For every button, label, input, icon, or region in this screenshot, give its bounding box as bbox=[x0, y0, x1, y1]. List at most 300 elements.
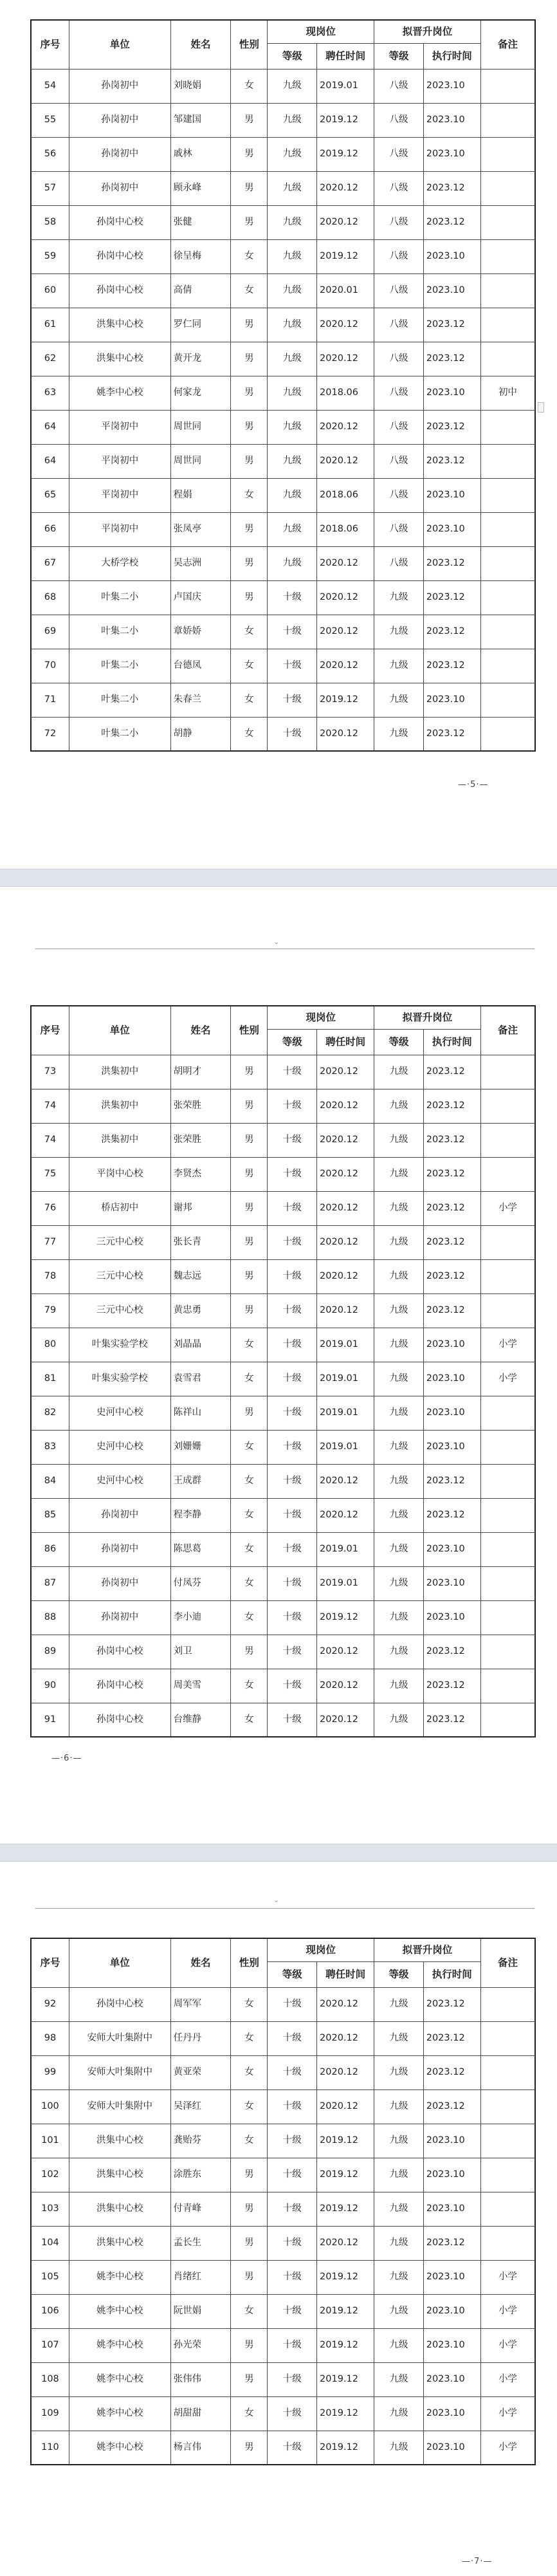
cell-hire-time: 2019.01 bbox=[317, 1532, 374, 1566]
cell-gender: 男 bbox=[231, 1259, 268, 1293]
cell-proposed-level: 九级 bbox=[374, 1566, 424, 1600]
cell-seq: 92 bbox=[31, 1987, 69, 2021]
cell-current-level: 十级 bbox=[268, 1600, 317, 1635]
cell-gender: 男 bbox=[231, 2431, 268, 2465]
table-row bbox=[31, 2192, 535, 2226]
cell-current-level: 十级 bbox=[268, 1464, 317, 1498]
cell-current-level: 十级 bbox=[268, 1703, 317, 1737]
staff-table-page-2 bbox=[30, 1005, 536, 1737]
cell-seq: 87 bbox=[31, 1566, 69, 1600]
cell-exec-time: 2023.10 bbox=[423, 2431, 480, 2465]
cell-unit: 叶集二小 bbox=[69, 615, 170, 649]
table-row bbox=[31, 1703, 535, 1737]
cell-exec-time: 2023.12 bbox=[423, 2055, 480, 2090]
cell-name: 谢邦 bbox=[170, 1191, 231, 1225]
cell-note bbox=[480, 1532, 535, 1566]
cell-gender: 男 bbox=[231, 2362, 268, 2396]
cell-gender: 女 bbox=[231, 2294, 268, 2328]
table-header-row bbox=[31, 1006, 535, 1029]
cell-hire-time: 2020.12 bbox=[317, 546, 374, 580]
side-scroll-handle[interactable] bbox=[538, 402, 544, 412]
cell-gender: 男 bbox=[231, 342, 268, 376]
table-header-row bbox=[31, 1938, 535, 1961]
cell-seq: 84 bbox=[31, 1464, 69, 1498]
cell-exec-time: 2023.10 bbox=[423, 2294, 480, 2328]
cell-note bbox=[480, 137, 535, 171]
cell-unit: 平岗中心校 bbox=[69, 1157, 170, 1191]
cell-unit: 洪集初中 bbox=[69, 1055, 170, 1089]
cell-current-level: 十级 bbox=[268, 649, 317, 683]
cell-exec-time: 2023.10 bbox=[423, 1396, 480, 1430]
cell-note bbox=[480, 273, 535, 308]
cell-exec-time: 2023.12 bbox=[423, 717, 480, 751]
cell-hire-time: 2019.01 bbox=[317, 1430, 374, 1464]
cell-gender: 女 bbox=[231, 2021, 268, 2055]
header-gender: 性别 bbox=[231, 20, 268, 69]
cell-exec-time: 2023.12 bbox=[423, 1123, 480, 1157]
cell-note bbox=[480, 1259, 535, 1293]
cell-unit: 叶集实验学校 bbox=[69, 1362, 170, 1396]
cell-name: 孟长生 bbox=[170, 2226, 231, 2260]
cell-exec-time: 2023.10 bbox=[423, 2124, 480, 2158]
cell-name: 罗仁同 bbox=[170, 308, 231, 342]
cell-note bbox=[480, 1225, 535, 1259]
cell-proposed-level: 九级 bbox=[374, 2226, 424, 2260]
header-current-post: 现岗位 bbox=[268, 1938, 374, 1961]
cell-seq: 76 bbox=[31, 1191, 69, 1225]
cell-unit: 姚李中心校 bbox=[69, 2294, 170, 2328]
cell-gender: 男 bbox=[231, 580, 268, 615]
table-row bbox=[31, 1532, 535, 1566]
cell-unit: 孙岗初中 bbox=[69, 1498, 170, 1532]
header-name: 姓名 bbox=[170, 1006, 231, 1055]
cell-gender: 女 bbox=[231, 1566, 268, 1600]
cell-seq: 54 bbox=[31, 69, 69, 103]
cell-current-level: 十级 bbox=[268, 1259, 317, 1293]
table-row bbox=[31, 1600, 535, 1635]
table-row bbox=[31, 2396, 535, 2431]
table-row bbox=[31, 2328, 535, 2362]
cell-current-level: 九级 bbox=[268, 205, 317, 239]
cell-note bbox=[480, 2192, 535, 2226]
cell-note: 小学 bbox=[480, 2396, 535, 2431]
cell-seq: 88 bbox=[31, 1600, 69, 1635]
cell-gender: 男 bbox=[231, 444, 268, 478]
cell-gender: 女 bbox=[231, 1703, 268, 1737]
header-current-level: 等级 bbox=[268, 43, 317, 69]
cell-current-level: 十级 bbox=[268, 1532, 317, 1566]
cell-proposed-level: 九级 bbox=[374, 2396, 424, 2431]
cell-exec-time: 2023.12 bbox=[423, 1498, 480, 1532]
cell-hire-time: 2020.12 bbox=[317, 1635, 374, 1669]
cell-proposed-level: 九级 bbox=[374, 2192, 424, 2226]
cell-unit: 安师大叶集附中 bbox=[69, 2055, 170, 2090]
header-gender: 性别 bbox=[231, 1938, 268, 1987]
cell-name: 徐呈梅 bbox=[170, 239, 231, 273]
header-exec-time: 执行时间 bbox=[423, 1961, 480, 1987]
cell-current-level: 九级 bbox=[268, 69, 317, 103]
cell-gender: 女 bbox=[231, 1600, 268, 1635]
cell-proposed-level: 九级 bbox=[374, 2090, 424, 2124]
cell-gender: 男 bbox=[231, 308, 268, 342]
cell-proposed-level: 九级 bbox=[374, 1600, 424, 1635]
cell-gender: 男 bbox=[231, 2260, 268, 2294]
cell-exec-time: 2023.10 bbox=[423, 2158, 480, 2192]
cell-gender: 男 bbox=[231, 171, 268, 205]
cell-exec-time: 2023.12 bbox=[423, 580, 480, 615]
cell-proposed-level: 八级 bbox=[374, 444, 424, 478]
cell-proposed-level: 八级 bbox=[374, 205, 424, 239]
table-row bbox=[31, 69, 535, 103]
cell-current-level: 九级 bbox=[268, 239, 317, 273]
header-proposed-post: 拟晋升岗位 bbox=[374, 1006, 481, 1029]
cell-proposed-level: 九级 bbox=[374, 1089, 424, 1123]
cell-hire-time: 2020.12 bbox=[317, 2055, 374, 2090]
cell-exec-time: 2023.10 bbox=[423, 1566, 480, 1600]
cell-hire-time: 2020.12 bbox=[317, 444, 374, 478]
cell-proposed-level: 八级 bbox=[374, 171, 424, 205]
cell-hire-time: 2020.01 bbox=[317, 273, 374, 308]
cell-note bbox=[480, 103, 535, 137]
cell-proposed-level: 八级 bbox=[374, 69, 424, 103]
cell-seq: 80 bbox=[31, 1328, 69, 1362]
cell-name: 程娟 bbox=[170, 478, 231, 512]
cell-exec-time: 2023.12 bbox=[423, 410, 480, 444]
cell-seq: 86 bbox=[31, 1532, 69, 1566]
cell-unit: 孙岗中心校 bbox=[69, 1635, 170, 1669]
cell-seq: 109 bbox=[31, 2396, 69, 2431]
cell-seq: 103 bbox=[31, 2192, 69, 2226]
cell-current-level: 十级 bbox=[268, 2192, 317, 2226]
table-row bbox=[31, 1362, 535, 1396]
table-row bbox=[31, 1089, 535, 1123]
cell-exec-time: 2023.12 bbox=[423, 1635, 480, 1669]
cell-note bbox=[480, 2055, 535, 2090]
cell-exec-time: 2023.10 bbox=[423, 512, 480, 546]
cell-proposed-level: 九级 bbox=[374, 2294, 424, 2328]
cell-gender: 女 bbox=[231, 2090, 268, 2124]
cell-unit: 孙岗中心校 bbox=[69, 205, 170, 239]
cell-unit: 孙岗中心校 bbox=[69, 1703, 170, 1737]
cell-name: 李小迪 bbox=[170, 1600, 231, 1635]
cell-gender: 男 bbox=[231, 1157, 268, 1191]
cell-current-level: 九级 bbox=[268, 444, 317, 478]
table-row bbox=[31, 1635, 535, 1669]
cell-name: 章娇娇 bbox=[170, 615, 231, 649]
cell-name: 陈思葛 bbox=[170, 1532, 231, 1566]
cell-note bbox=[480, 512, 535, 546]
cell-gender: 女 bbox=[231, 615, 268, 649]
cell-gender: 女 bbox=[231, 69, 268, 103]
cell-hire-time: 2018.06 bbox=[317, 512, 374, 546]
cell-current-level: 十级 bbox=[268, 1566, 317, 1600]
cell-exec-time: 2023.10 bbox=[423, 1430, 480, 1464]
cell-exec-time: 2023.12 bbox=[423, 2090, 480, 2124]
cell-hire-time: 2020.12 bbox=[317, 1703, 374, 1737]
cell-proposed-level: 九级 bbox=[374, 1293, 424, 1328]
cell-exec-time: 2023.12 bbox=[423, 1259, 480, 1293]
cell-seq: 69 bbox=[31, 615, 69, 649]
cell-name: 周世同 bbox=[170, 410, 231, 444]
cell-exec-time: 2023.10 bbox=[423, 478, 480, 512]
cell-name: 朱春兰 bbox=[170, 683, 231, 717]
cell-hire-time: 2020.12 bbox=[317, 2090, 374, 2124]
header-unit: 单位 bbox=[69, 20, 170, 69]
cell-name: 顾永峰 bbox=[170, 171, 231, 205]
cell-exec-time: 2023.12 bbox=[423, 2021, 480, 2055]
cell-proposed-level: 八级 bbox=[374, 478, 424, 512]
cell-note bbox=[480, 1396, 535, 1430]
header-rule bbox=[35, 1908, 534, 1909]
cell-hire-time: 2020.12 bbox=[317, 1669, 374, 1703]
cell-hire-time: 2020.12 bbox=[317, 649, 374, 683]
cell-name: 涂胜东 bbox=[170, 2158, 231, 2192]
page-gap bbox=[0, 869, 557, 887]
cell-exec-time: 2023.10 bbox=[423, 69, 480, 103]
cell-hire-time: 2020.12 bbox=[317, 1123, 374, 1157]
cell-hire-time: 2019.12 bbox=[317, 2431, 374, 2465]
cell-gender: 男 bbox=[231, 1635, 268, 1669]
cell-name: 杨言伟 bbox=[170, 2431, 231, 2465]
cell-note bbox=[480, 1669, 535, 1703]
cell-proposed-level: 九级 bbox=[374, 1328, 424, 1362]
cell-unit: 孙岗中心校 bbox=[69, 1669, 170, 1703]
page-gap bbox=[0, 1844, 557, 1862]
cell-exec-time: 2023.10 bbox=[423, 273, 480, 308]
cell-name: 胡明才 bbox=[170, 1055, 231, 1089]
cell-gender: 男 bbox=[231, 410, 268, 444]
cell-gender: 女 bbox=[231, 1669, 268, 1703]
cell-exec-time: 2023.10 bbox=[423, 239, 480, 273]
cell-proposed-level: 九级 bbox=[374, 2431, 424, 2465]
cell-name: 吴泽红 bbox=[170, 2090, 231, 2124]
cell-seq: 78 bbox=[31, 1259, 69, 1293]
cell-hire-time: 2020.12 bbox=[317, 1225, 374, 1259]
table-row bbox=[31, 1566, 535, 1600]
cell-exec-time: 2023.10 bbox=[423, 2328, 480, 2362]
cell-gender: 男 bbox=[231, 1293, 268, 1328]
cell-seq: 90 bbox=[31, 1669, 69, 1703]
cell-exec-time: 2023.12 bbox=[423, 1157, 480, 1191]
cell-seq: 79 bbox=[31, 1293, 69, 1328]
cell-name: 魏志远 bbox=[170, 1259, 231, 1293]
cell-gender: 女 bbox=[231, 2396, 268, 2431]
cell-exec-time: 2023.10 bbox=[423, 2192, 480, 2226]
cell-note: 小学 bbox=[480, 2362, 535, 2396]
cell-name: 孙光荣 bbox=[170, 2328, 231, 2362]
cell-unit: 平岗初中 bbox=[69, 478, 170, 512]
cell-unit: 叶集二小 bbox=[69, 580, 170, 615]
cell-hire-time: 2020.12 bbox=[317, 615, 374, 649]
document-page-1 bbox=[0, 0, 557, 869]
cell-hire-time: 2020.12 bbox=[317, 410, 374, 444]
cell-current-level: 九级 bbox=[268, 478, 317, 512]
cell-note: 小学 bbox=[480, 1328, 535, 1362]
cell-note bbox=[480, 1464, 535, 1498]
cell-unit: 孙岗初中 bbox=[69, 103, 170, 137]
cell-current-level: 九级 bbox=[268, 376, 317, 410]
cell-gender: 女 bbox=[231, 1464, 268, 1498]
cell-exec-time: 2023.12 bbox=[423, 546, 480, 580]
table-row bbox=[31, 308, 535, 342]
cell-seq: 56 bbox=[31, 137, 69, 171]
cell-exec-time: 2023.12 bbox=[423, 1464, 480, 1498]
cell-gender: 男 bbox=[231, 1396, 268, 1430]
cell-gender: 男 bbox=[231, 205, 268, 239]
cell-name: 邹建国 bbox=[170, 103, 231, 137]
cell-unit: 洪集中心校 bbox=[69, 2192, 170, 2226]
cell-seq: 110 bbox=[31, 2431, 69, 2465]
header-name: 姓名 bbox=[170, 20, 231, 69]
cell-unit: 孙岗初中 bbox=[69, 1566, 170, 1600]
cell-proposed-level: 九级 bbox=[374, 2260, 424, 2294]
cell-proposed-level: 九级 bbox=[374, 1396, 424, 1430]
header-exec-time: 执行时间 bbox=[423, 43, 480, 69]
cell-hire-time: 2020.12 bbox=[317, 580, 374, 615]
cell-proposed-level: 九级 bbox=[374, 649, 424, 683]
cell-name: 张荣胜 bbox=[170, 1123, 231, 1157]
cell-name: 胡静 bbox=[170, 717, 231, 751]
cell-seq: 73 bbox=[31, 1055, 69, 1089]
cell-name: 吴志洲 bbox=[170, 546, 231, 580]
table-row bbox=[31, 1498, 535, 1532]
table-row bbox=[31, 2158, 535, 2192]
cell-exec-time: 2023.10 bbox=[423, 137, 480, 171]
cell-seq: 63 bbox=[31, 376, 69, 410]
cell-name: 戚林 bbox=[170, 137, 231, 171]
cell-gender: 男 bbox=[231, 512, 268, 546]
cell-seq: 75 bbox=[31, 1157, 69, 1191]
cell-exec-time: 2023.10 bbox=[423, 683, 480, 717]
cell-name: 黄亚荣 bbox=[170, 2055, 231, 2090]
table-row bbox=[31, 2294, 535, 2328]
cell-hire-time: 2020.12 bbox=[317, 1259, 374, 1293]
cell-seq: 61 bbox=[31, 308, 69, 342]
cell-current-level: 九级 bbox=[268, 546, 317, 580]
cell-name: 张健 bbox=[170, 205, 231, 239]
cell-current-level: 十级 bbox=[268, 1328, 317, 1362]
header-current-post: 现岗位 bbox=[268, 1006, 374, 1029]
cell-unit: 大桥学校 bbox=[69, 546, 170, 580]
cell-proposed-level: 九级 bbox=[374, 1259, 424, 1293]
cell-hire-time: 2018.06 bbox=[317, 376, 374, 410]
cell-unit: 三元中心校 bbox=[69, 1225, 170, 1259]
cell-note bbox=[480, 1293, 535, 1328]
cell-name: 张凤亭 bbox=[170, 512, 231, 546]
header-mark: ⌄ bbox=[273, 938, 280, 946]
cell-seq: 107 bbox=[31, 2328, 69, 2362]
cell-proposed-level: 八级 bbox=[374, 103, 424, 137]
table-row bbox=[31, 615, 535, 649]
table-row bbox=[31, 205, 535, 239]
cell-gender: 男 bbox=[231, 546, 268, 580]
cell-proposed-level: 九级 bbox=[374, 2055, 424, 2090]
cell-hire-time: 2020.12 bbox=[317, 171, 374, 205]
staff-table-page-3 bbox=[30, 1938, 536, 2465]
cell-gender: 男 bbox=[231, 376, 268, 410]
header-current-level: 等级 bbox=[268, 1029, 317, 1055]
cell-seq: 99 bbox=[31, 2055, 69, 2090]
cell-current-level: 十级 bbox=[268, 2158, 317, 2192]
cell-hire-time: 2020.12 bbox=[317, 1464, 374, 1498]
cell-note bbox=[480, 2226, 535, 2260]
cell-current-level: 十级 bbox=[268, 1635, 317, 1669]
cell-unit: 三元中心校 bbox=[69, 1259, 170, 1293]
cell-seq: 57 bbox=[31, 171, 69, 205]
cell-seq: 102 bbox=[31, 2158, 69, 2192]
cell-gender: 男 bbox=[231, 2192, 268, 2226]
cell-unit: 叶集二小 bbox=[69, 683, 170, 717]
table-row bbox=[31, 1396, 535, 1430]
cell-seq: 62 bbox=[31, 342, 69, 376]
cell-proposed-level: 九级 bbox=[374, 2328, 424, 2362]
cell-gender: 女 bbox=[231, 1532, 268, 1566]
cell-unit: 孙岗中心校 bbox=[69, 273, 170, 308]
cell-unit: 孙岗中心校 bbox=[69, 239, 170, 273]
cell-gender: 女 bbox=[231, 2124, 268, 2158]
cell-unit: 洪集中心校 bbox=[69, 2226, 170, 2260]
table-row bbox=[31, 1430, 535, 1464]
cell-gender: 女 bbox=[231, 273, 268, 308]
cell-unit: 史河中心校 bbox=[69, 1396, 170, 1430]
cell-name: 付青峰 bbox=[170, 2192, 231, 2226]
cell-current-level: 九级 bbox=[268, 410, 317, 444]
header-hire-time: 聘任时间 bbox=[317, 1961, 374, 1987]
cell-note bbox=[480, 580, 535, 615]
cell-current-level: 十级 bbox=[268, 2055, 317, 2090]
cell-seq: 67 bbox=[31, 546, 69, 580]
document-page-3 bbox=[0, 1862, 557, 2576]
header-note: 备注 bbox=[480, 1006, 535, 1055]
cell-exec-time: 2023.10 bbox=[423, 1362, 480, 1396]
cell-current-level: 十级 bbox=[268, 2260, 317, 2294]
cell-name: 任丹丹 bbox=[170, 2021, 231, 2055]
cell-unit: 姚李中心校 bbox=[69, 2431, 170, 2465]
cell-gender: 男 bbox=[231, 2328, 268, 2362]
cell-exec-time: 2023.10 bbox=[423, 1532, 480, 1566]
cell-proposed-level: 八级 bbox=[374, 342, 424, 376]
cell-name: 卢国庆 bbox=[170, 580, 231, 615]
table-row bbox=[31, 2226, 535, 2260]
table-header-row bbox=[31, 20, 535, 43]
cell-hire-time: 2019.12 bbox=[317, 137, 374, 171]
cell-hire-time: 2020.12 bbox=[317, 2226, 374, 2260]
cell-proposed-level: 九级 bbox=[374, 1123, 424, 1157]
cell-note bbox=[480, 1089, 535, 1123]
cell-seq: 98 bbox=[31, 2021, 69, 2055]
cell-exec-time: 2023.12 bbox=[423, 615, 480, 649]
cell-unit: 洪集中心校 bbox=[69, 342, 170, 376]
cell-note bbox=[480, 1600, 535, 1635]
cell-unit: 洪集初中 bbox=[69, 1089, 170, 1123]
cell-proposed-level: 九级 bbox=[374, 1464, 424, 1498]
cell-hire-time: 2020.12 bbox=[317, 308, 374, 342]
table-row bbox=[31, 1225, 535, 1259]
cell-note bbox=[480, 1430, 535, 1464]
cell-exec-time: 2023.12 bbox=[423, 1055, 480, 1089]
cell-current-level: 十级 bbox=[268, 2294, 317, 2328]
cell-seq: 81 bbox=[31, 1362, 69, 1396]
cell-unit: 史河中心校 bbox=[69, 1430, 170, 1464]
cell-current-level: 十级 bbox=[268, 1430, 317, 1464]
cell-seq: 108 bbox=[31, 2362, 69, 2396]
cell-exec-time: 2023.10 bbox=[423, 2362, 480, 2396]
cell-gender: 女 bbox=[231, 1328, 268, 1362]
table-row bbox=[31, 1055, 535, 1089]
cell-seq: 83 bbox=[31, 1430, 69, 1464]
cell-note bbox=[480, 1566, 535, 1600]
table-row bbox=[31, 2090, 535, 2124]
